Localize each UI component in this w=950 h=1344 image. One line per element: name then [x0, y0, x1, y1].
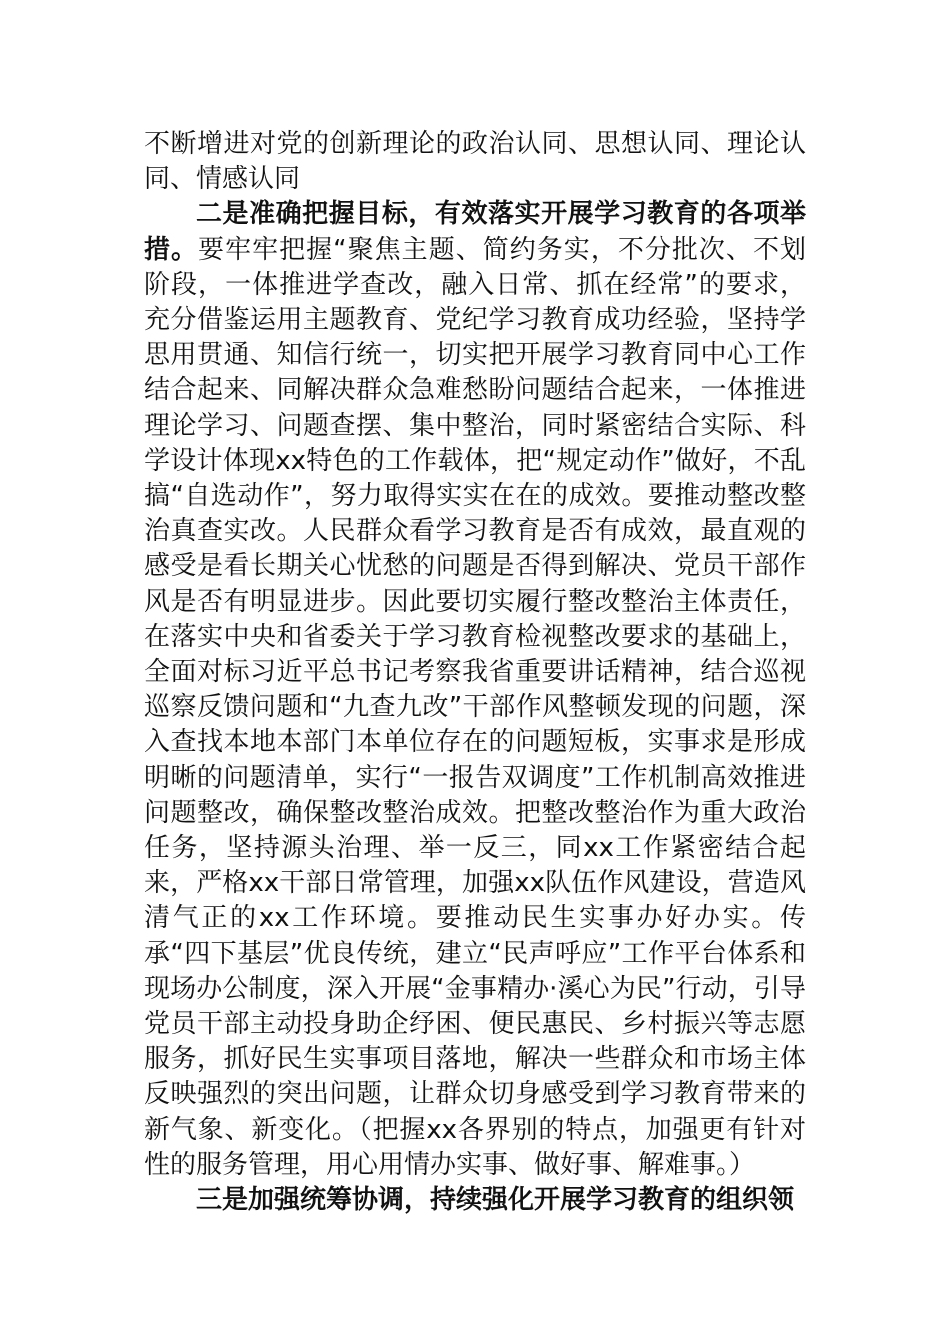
paragraph-heading: 二是准确把握目标，有效落实开展学习教育的各项举措。	[144, 199, 806, 265]
paragraph-point-two	[144, 197, 806, 1183]
document-body	[144, 127, 806, 1218]
paragraph-text: 要牢牢把握“聚焦主题、简约务实，不分批次、不划阶段，一体推进学查改，融入日常、抓在经常”的要求，充分借鉴运用主题教育、党纪学习教育成功经验，坚持学思用贯通、知信行统一，切实把开展学习教育同中心工作结合起来、同解决群众急难愁盼问题结合起来，一体推进理论学习、问题查摆、集中整治，同时紧密结合实际、科学设计体现xx特色的工作载体，把“规定动作”做好，不乱搞“自选动作”，努力取得实实在在的成效。要推动整改整治真查实改。人民群众看学习教育是否有成效，最直观的感受是看长期关心忧愁的问题是否得到解决、党员干部作风是否有明显进步。因此要切实履行整改整治主体责任，在落实中央和省委关于学习教育检视整改要求的基础上，全面对标习近平总书记考察我省重要讲话精神，结合巡视巡察反馈问题和“九查九改”干部作风整顿发现的问题，深入查找本地本部门本单位存在的问题短板，实事求是形成明晰的问题清单，实行“一报告双调度”工作机制高效推进问题整改，确保整改整治成效。把整改整治作为重大政治任务，坚持源头治理、举一反三，同xx工作紧密结合起来，严格xx干部日常管理，加强xx队伍作风建设，营造风清气正的xx工作环境。要推动民生实事办好办实。传承“四下基层”优良传统，建立“民声呼应”工作平台体系和现场办公制度，深入开展“金事精办·溪心为民”行动，引导党员干部主动投身助企纾困、便民惠民、乡村振兴等志愿服务，抓好民生实事项目落地，解决一些群众和市场主体反映强烈的突出问题，让群众切身感受到学习教育带来的新气象、新变化。（把握xx各界别的特点，加强更有针对性的服务管理，用心用情办实事、做好事、解难事。）	[144, 234, 806, 1180]
paragraph-continuation	[144, 127, 806, 197]
paragraph-heading: 三是加强统筹协调，持续强化开展学习教育的组织领	[196, 1185, 795, 1216]
paragraph-text: 不断增进对党的创新理论的政治认同、思想认同、理论认同、情感认同	[144, 129, 806, 195]
paragraph-point-three	[144, 1183, 806, 1218]
